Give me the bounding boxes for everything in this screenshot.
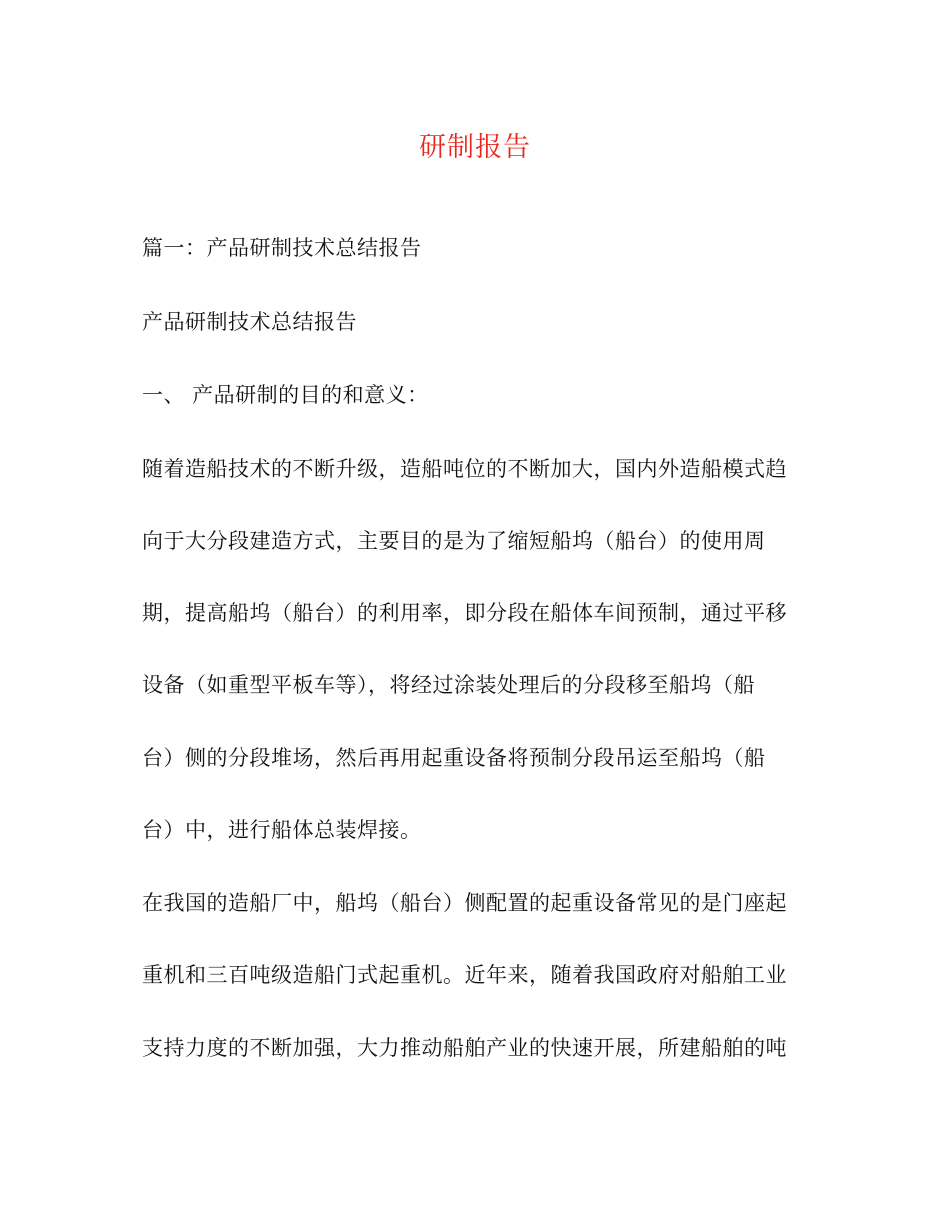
paragraph-line: 期，提高船坞（船台）的利用率，即分段在船体车间预制，通过平移 [142, 601, 787, 625]
section-heading: 篇一：产品研制技术总结报告 [142, 236, 422, 260]
paragraph-line: 在我国的造船厂中，船坞（船台）侧配置的起重设备常见的是门座起 [142, 891, 787, 915]
paragraph-line: 向于大分段建造方式，主要目的是为了缩短船坞（船台）的使用周 [142, 529, 766, 553]
paragraph-line: 设备（如重型平板车等），将经过涂装处理后的分段移至船坞（船 [142, 673, 755, 697]
subsection-heading: 一、 产品研制的目的和意义： [142, 383, 429, 407]
paragraph-line: 重机和三百吨级造船门式起重机。近年来，随着我国政府对船舶工业 [142, 963, 787, 987]
paragraph-line: 台）侧的分段堆场，然后再用起重设备将预制分段吊运至船坞（船 [142, 746, 766, 770]
paragraph-line: 支持力度的不断加强，大力推动船舶产业的快速开展，所建船舶的吨 [142, 1036, 787, 1060]
paragraph-line: 随着造船技术的不断升级，造船吨位的不断加大，国内外造船模式趋 [142, 457, 787, 481]
document-title: 研制报告 [419, 132, 531, 163]
paragraph-line: 台）中，进行船体总装焊接。 [142, 818, 422, 842]
report-subtitle: 产品研制技术总结报告 [142, 310, 357, 334]
